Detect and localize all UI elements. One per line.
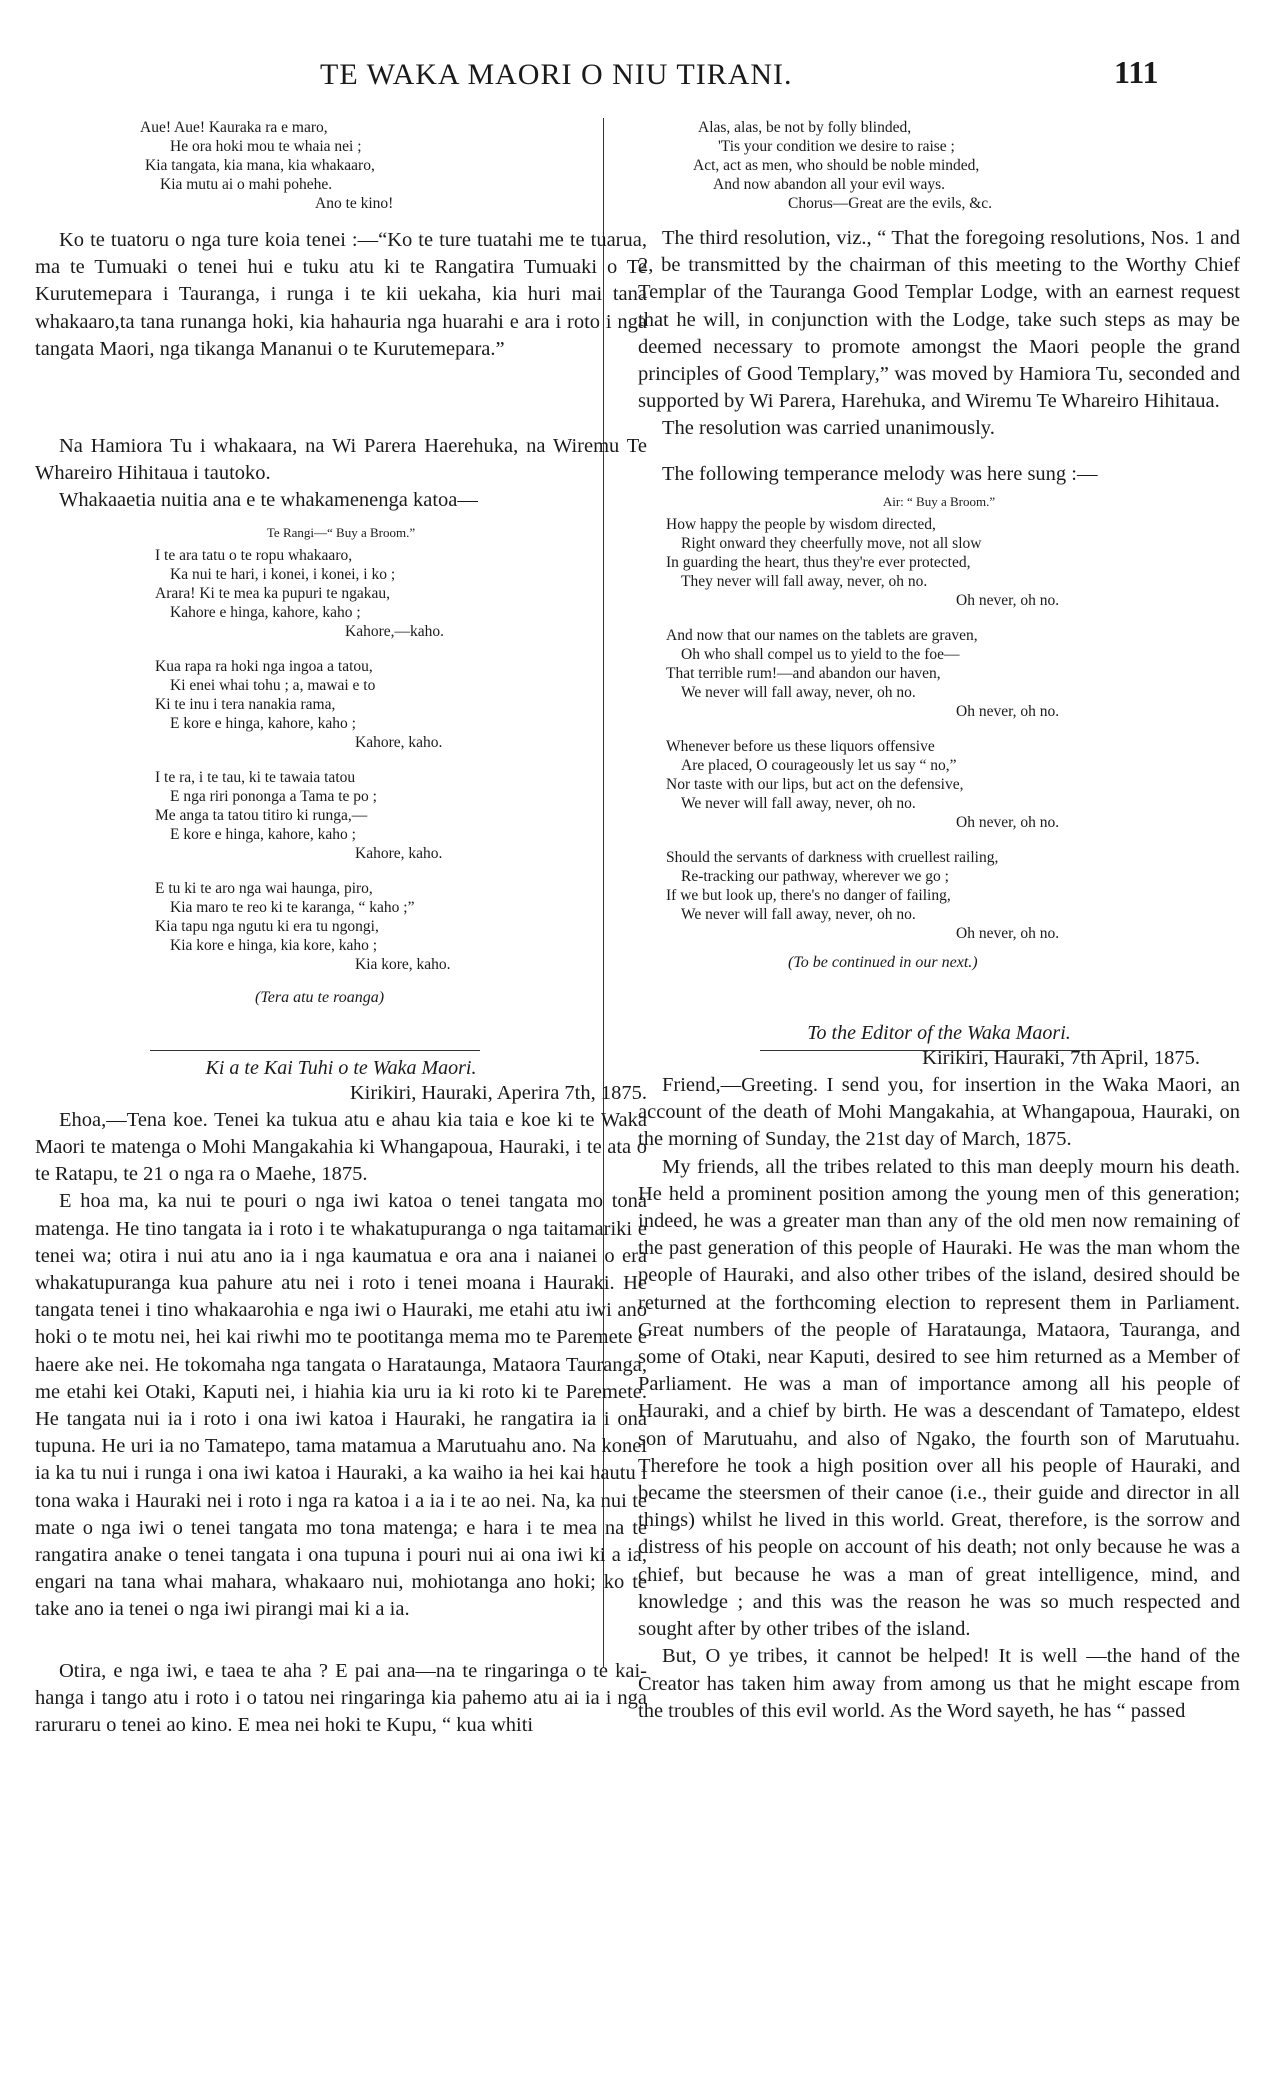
verse-line: Me anga ta tatou titiro ki runga,— xyxy=(155,806,368,824)
verse-line: And now that our names on the tablets are graven, xyxy=(666,626,978,644)
verse-line: Chorus—Great are the evils, &c. xyxy=(788,195,993,212)
verse-line: E nga riri pononga a Tama te po ; xyxy=(170,787,377,805)
letter-place-date: Kirikiri, Hauraki, 7th April, 1875. xyxy=(922,1046,1200,1069)
verse-line: We never will fall away, never, oh no. xyxy=(681,794,916,812)
verse-line: Right onward they cheerfully move, not all slow xyxy=(681,534,982,552)
song-stanza xyxy=(666,515,1240,610)
letter-body xyxy=(638,1072,1240,1725)
left-column xyxy=(35,118,647,1739)
paragraph: Ehoa,—Tena koe. Tenei ka tukua atu e ahau kia taia e koe ki te Waka Maori te matenga o Mohi Mangakahia ki Whangapoua, Hauraki, i te ata o te Ratapu, te 21 o nga ra o Maehe, 1875. xyxy=(35,1108,647,1186)
paragraph: Friend,—Greeting. I send you, for insertion in the Waka Maori, an account of the death of Mohi Mangakahia, at Whangapoua, Hauraki, on the morning of Sunday, the 21st day of March, 1875. xyxy=(638,1074,1240,1151)
verse-line: Nor taste with our lips, but act on the defensive, xyxy=(666,775,964,793)
verse-line: Oh never, oh no. xyxy=(956,924,1060,942)
verse-line: 'Tis your condition we desire to raise ; xyxy=(718,138,955,155)
verse-line: He ora hoki mou te whaia nei ; xyxy=(170,138,362,155)
letter-place-date: Kirikiri, Hauraki, Aperira 7th, 1875. xyxy=(349,1081,647,1104)
verse-line: Kahore, kaho. xyxy=(355,844,443,862)
verse-line: Re-tracking our pathway, wherever we go ; xyxy=(681,867,949,885)
verse-line: Oh never, oh no. xyxy=(956,591,1060,609)
verse-line: Oh who shall compel us to yield to the foe— xyxy=(681,645,960,663)
verse-line: Kia kore e hinga, kia kore, kaho ; xyxy=(170,936,378,954)
song-stanza xyxy=(155,546,647,641)
paragraph: But, O ye tribes, it cannot be helped! It is well —the hand of the Creator has taken him away from among us that he might escape from the troubles of this evil world. As the Word sayeth, he has “ passed xyxy=(638,1645,1240,1722)
verse-line: We never will fall away, never, oh no. xyxy=(681,683,916,701)
verse-line: Arara! Ki te mea ka pupuri te ngakau, xyxy=(155,584,390,602)
paragraph: Whakaaetia nuitia ana e te whakamenenga katoa— xyxy=(59,489,478,512)
verse-line: Oh never, oh no. xyxy=(956,813,1060,831)
verse-line: Kia kore, kaho. xyxy=(355,955,451,973)
verse-line: E kore e hinga, kahore, kaho ; xyxy=(170,825,356,843)
continued-note: (Tera atu te roanga) xyxy=(255,988,385,1006)
paragraph: E hoa ma, ka nui te pouri o nga iwi katoa o tenei tangata mo tona matenga. He tino tangata ia i roto i te whakatupuranga o nga taitamariki e tenei wa; otira i nui atu ano ia i nga kaumatua e ora ana i naianei o era whakatupuranga kua pahure atu nei i roto i tenei moana i Hauraki. He tangata tenei i tino whakaarohia e nga iwi o Hauraki, me etahi atu iwi ano hoki o te motu nei, hei kai riwhi mo te pootitanga mema mo te Paremete e haere ake nei. He tokomaha nga tangata o Harataunga, Mataora Tauranga, me etahi kei Otaki, Kaputi nei, i hiahia kia uru ia ki roto ki te Paremete. He tangata nui ia i roto i ona iwi katoa i Hauraki, he rangatira ia i ona tupuna. He uri ia no Tamatepo, tama matamua a Marutuahu ano. Na konei ia ka tu nui i runga i ona iwi katoa i Hauraki, a ka waiho ia hei kai hautu i tona waka i Hauraki nei i roto i nga ra katoa i a ia i te ao nei. Na, ka nui te mate o nga iwi o tenei tangata mo tona matenga; e hara i te mea na te rangatira anake o tenei tangata i ona tupuna i pouri nui ai ona iwi ki a ia, engari na tana whai mahara, whakaaro nui, mohiotanga ano hoki; ko te take ano ia tenei o nga iwi pirangi mai ki a ia. xyxy=(35,1190,647,1621)
paragraph: The resolution was carried unanimously. xyxy=(662,417,995,440)
verse-line: Kia tapu nga ngutu ki era tu ngongi, xyxy=(155,917,379,935)
page-number: 111 xyxy=(1114,54,1159,90)
verse-line: I te ra, i te tau, ki te tawaia tatou xyxy=(155,768,356,786)
verse-line: Oh never, oh no. xyxy=(956,702,1060,720)
verse-line: And now abandon all your evil ways. xyxy=(713,176,946,193)
right-column xyxy=(638,118,1240,1725)
paragraph: The third resolution, viz., “ That the foregoing resolutions, Nos. 1 and 2, be transmitted by the chairman of this meeting to the Worthy Chief Templar of the Tauranga Good Templar Lodge, with an earnest request that he will, in conjunction with the Lodge, take such steps as may be deemed necessary to promote amongst the Maori people the grand principles of Good Templary,” was moved by Hamiora Tu, seconded and supported by Wi Parera, Harehuka, and Wiremu Te Whareiro Hihitaua. xyxy=(638,227,1240,413)
verse-line: We never will fall away, never, oh no. xyxy=(681,905,916,923)
verse-line: Alas, alas, be not by folly blinded, xyxy=(698,119,912,136)
verse-line: That terrible rum!—and abandon our haven, xyxy=(666,664,941,682)
verse-line: Kia mutu ai o mahi pohehe. xyxy=(160,176,333,193)
verse-line: Kia tangata, kia mana, kia whakaaro, xyxy=(145,157,375,174)
paragraph: The following temperance melody was here sung :— xyxy=(662,462,1098,485)
verse-line: Ka nui te hari, i konei, i konei, i ko ; xyxy=(170,565,396,583)
verse-line: Kia maro te reo ki te karanga, “ kaho ;” xyxy=(170,898,415,916)
mover-paragraph xyxy=(35,433,647,515)
verse-line: Kua rapa ra hoki nga ingoa a tatou, xyxy=(155,657,373,675)
song-stanza xyxy=(666,737,1240,832)
resolution-paragraph xyxy=(35,227,647,363)
verse-line: Act, act as men, who should be noble minded, xyxy=(693,157,980,174)
verse-line: E kore e hinga, kahore, kaho ; xyxy=(170,714,356,732)
verse-line: How happy the people by wisdom directed, xyxy=(666,515,936,533)
song-stanza xyxy=(666,626,1240,721)
verse-line: They never will fall away, never, oh no. xyxy=(681,572,928,590)
paragraph: My friends, all the tribes related to this man deeply mourn his death. He held a prominent position among the young men of this generation; indeed, he was a greater man than any of the old men now remaining of the past generation of this people of Hauraki. He was the man whom the people of Hauraki, and also other tribes of the island, desired should be returned at the forthcoming election to represent them in Parliament. Great numbers of the people of Harataunga, Mataora, Tauranga, and some of Otaki, near Kaputi, desired to see him returned as a Member of Parliament. He was a man of importance among all his people of Hauraki, and a chief by birth. He was a descendant of Tamatepo, eldest son of Marutuahu, and also of Ngako, the fourth son of Marutuahu. Therefore he took a high position over all his people of Hauraki, and became the steersmen of their canoe (i.e., their guide and director in all things) whilst he lived in this world. Great, therefore, is the sorrow and distress of his people on account of his death; not only because he was a chief, but because he was a man of great intelligence, mind, and knowledge ; and this was the reason he was so much respected and sought after by other tribes of the island. xyxy=(638,1155,1240,1641)
verse-line: Are placed, O courageously let us say “ no,” xyxy=(681,756,957,774)
verse-line: Ki enei whai tohu ; a, mawai e to xyxy=(170,676,376,694)
intro-verse-maori xyxy=(140,118,647,213)
paragraph: Na Hamiora Tu i whakaara, na Wi Parera Haerehuka, na Wiremu Te Whareiro Hihitaua i tautoko. xyxy=(35,435,647,485)
verse-line: Aue! Aue! Kauraka ra e maro, xyxy=(140,119,328,136)
letter-heading: To the Editor of the Waka Maori. xyxy=(807,1021,1071,1044)
letter-heading: Ki a te Kai Tuhi o te Waka Maori. xyxy=(205,1056,477,1079)
song-stanza xyxy=(155,879,647,974)
paragraph: Ko te tuatoru o nga ture koia tenei :—“Ko te ture tuatahi me te tuarua, ma te Tumuaki o tenei hui e tuku atu ki te Rangatira Tumuaki o Te Kurutemepara i Tauranga, i runga i te kii uekaha, kia huri mai tana whakaaro,ta tana runanga hoki, kia hahauria nga huarahi e ara i roto i nga tangata Maori, nga tikanga Mananui o te Kurutemepara.” xyxy=(35,229,647,360)
song-stanza xyxy=(155,657,647,752)
song-stanza xyxy=(666,848,1240,943)
verse-line: Kahore,—kaho. xyxy=(345,622,444,640)
verse-line: Kahore, kaho. xyxy=(355,733,443,751)
verse-line: E tu ki te aro nga wai haunga, piro, xyxy=(155,879,373,897)
verse-line: If we but look up, there's no danger of failing, xyxy=(666,886,951,904)
song-english xyxy=(666,515,1240,943)
resolution-paragraph xyxy=(638,225,1240,488)
verse-line: Ki te inu i tera nanakia rama, xyxy=(155,695,336,713)
verse-line: Whenever before us these liquors offensive xyxy=(666,737,935,755)
verse-line: I te ara tatu o te ropu whakaaro, xyxy=(155,546,353,564)
verse-line: In guarding the heart, thus they're ever protected, xyxy=(666,553,971,571)
letter-body xyxy=(35,1107,647,1739)
verse-line: Ano te kino! xyxy=(315,195,394,212)
song-air: Air: “ Buy a Broom.” xyxy=(882,493,996,509)
verse-line: Kahore e hinga, kahore, kaho ; xyxy=(170,603,361,621)
song-air: Te Rangi—“ Buy a Broom.” xyxy=(266,524,416,540)
running-head: TE WAKA MAORI O NIU TIRANI. xyxy=(320,58,793,91)
song-maori xyxy=(155,546,647,974)
continued-note: (To be continued in our next.) xyxy=(788,953,978,971)
song-stanza xyxy=(155,768,647,863)
paragraph: Otira, e nga iwi, e taea te aha ? E pai ana—na te ringaringa o te kai-hanga i tango atu i roto i o tatou nei ringaringa kia pahemo atu ai ia i nga raruraru o tenei ao kino. E mea nei hoki te Kupu, “ kua whiti xyxy=(35,1659,647,1737)
intro-verse-english xyxy=(693,118,1240,213)
verse-line: Should the servants of darkness with cruellest railing, xyxy=(666,848,999,866)
